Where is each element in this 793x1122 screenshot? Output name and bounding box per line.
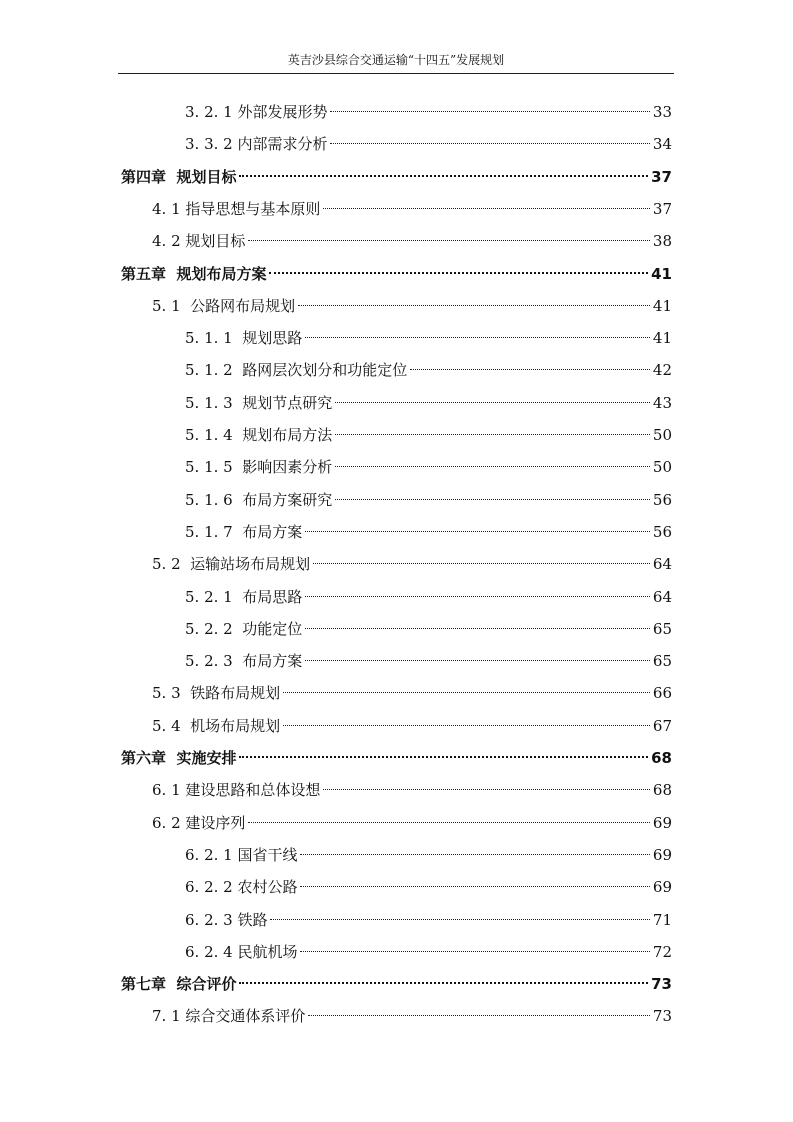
toc-entry-page: 65 <box>652 652 672 671</box>
toc-entry[interactable] <box>152 294 672 318</box>
toc-entry[interactable] <box>185 649 672 673</box>
toc-entry-label: 5. 1. 1 规划思路 <box>185 329 303 348</box>
toc-entry-page: 69 <box>652 845 672 864</box>
toc-entry[interactable] <box>152 811 672 835</box>
toc-entry-page: 41 <box>651 264 672 283</box>
toc-leader-dots <box>335 466 650 467</box>
toc-entry[interactable] <box>185 132 672 156</box>
toc-entry[interactable] <box>152 197 672 221</box>
toc-leader-dots <box>300 854 649 855</box>
toc-entry[interactable] <box>185 617 672 641</box>
toc-entry-page: 64 <box>652 555 672 574</box>
toc-entry-page: 68 <box>652 781 672 800</box>
toc-entry-label: 5. 1. 4 规划布局方法 <box>185 426 333 444</box>
toc-entry[interactable] <box>152 778 672 802</box>
toc-entry[interactable] <box>185 908 672 932</box>
toc-entry-page: 67 <box>652 716 672 735</box>
toc-leader-dots <box>239 175 648 177</box>
toc-entry-page: 68 <box>651 749 672 767</box>
toc-entry-page: 43 <box>652 393 672 412</box>
toc-entry-page: 41 <box>652 329 672 348</box>
toc-leader-dots <box>269 272 648 274</box>
toc-leader-dots <box>335 434 650 435</box>
toc-entry[interactable] <box>185 520 672 544</box>
toc-entry-page: 71 <box>652 910 672 929</box>
toc-entry-label: 5. 2 运输站场布局规划 <box>152 555 311 574</box>
toc-entry-page: 69 <box>652 878 672 897</box>
toc-entry-label: 第四章 规划目标 <box>121 167 237 186</box>
toc-entry[interactable] <box>185 488 672 512</box>
toc-entry-label: 5. 3 铁路布局规划 <box>152 684 281 703</box>
toc-entry-page: 34 <box>652 135 672 154</box>
toc-entry[interactable] <box>185 940 672 964</box>
toc-entry-label: 6. 1 建设思路和总体设想 <box>152 781 321 800</box>
toc-entry-label: 6. 2 建设序列 <box>152 813 246 832</box>
toc-entry-label: 5. 1 公路网布局规划 <box>152 296 296 315</box>
toc-entry[interactable] <box>185 391 672 415</box>
toc-entry-page: 72 <box>652 942 672 961</box>
toc-leader-dots <box>239 982 648 984</box>
toc-entry[interactable] <box>185 100 672 124</box>
toc-leader-dots <box>330 143 649 144</box>
toc-leader-dots <box>283 725 650 726</box>
toc-entry-page: 42 <box>652 361 672 380</box>
toc-chapter-entry[interactable] <box>121 165 672 189</box>
running-header: 英吉沙县综合交通运输“十四五”发展规划 <box>287 53 505 67</box>
toc-entry-label: 5. 1. 6 布局方案研究 <box>185 490 333 509</box>
toc-leader-dots <box>305 596 650 597</box>
toc-entry[interactable] <box>185 585 672 609</box>
header-rule <box>118 73 674 74</box>
toc-leader-dots <box>300 951 649 952</box>
toc-entry-label: 5. 1. 3 规划节点研究 <box>185 393 333 412</box>
toc-entry[interactable] <box>185 326 672 350</box>
toc-entry-page: 50 <box>652 426 672 444</box>
toc-entry-page: 56 <box>652 490 672 509</box>
toc-entry-label: 5. 4 机场布局规划 <box>152 716 281 735</box>
toc-leader-dots <box>305 660 650 661</box>
toc-leader-dots <box>335 499 650 500</box>
toc-entry-page: 38 <box>652 232 672 251</box>
toc-entry-page: 56 <box>652 522 672 541</box>
toc-entry[interactable] <box>152 681 672 705</box>
toc-entry-page: 64 <box>652 587 672 606</box>
toc-leader-dots <box>323 789 650 790</box>
toc-leader-dots <box>313 563 650 564</box>
toc-entry-label: 6. 2. 1 国省干线 <box>185 845 298 864</box>
toc-entry-page: 69 <box>652 813 672 832</box>
toc-entry-label: 3. 3. 2 内部需求分析 <box>185 135 328 154</box>
toc-entry-page: 73 <box>652 1007 672 1026</box>
toc-chapter-entry[interactable] <box>121 746 672 770</box>
toc-entry-label: 6. 2. 2 农村公路 <box>185 878 298 897</box>
toc-entry-page: 65 <box>652 619 672 638</box>
toc-leader-dots <box>300 886 649 887</box>
toc-entry-label: 第七章 综合评价 <box>121 975 237 994</box>
toc-entry-page: 66 <box>652 684 672 703</box>
toc-entry[interactable] <box>185 843 672 867</box>
toc-entry-page: 50 <box>652 458 672 477</box>
toc-entry-label: 第六章 实施安排 <box>121 749 237 767</box>
toc-entry-label: 第五章 规划布局方案 <box>121 264 267 283</box>
toc-entry-page: 73 <box>651 975 672 994</box>
toc-leader-dots <box>305 337 650 338</box>
toc-leader-dots <box>248 240 650 241</box>
toc-entry-page: 33 <box>652 103 672 121</box>
toc-leader-dots <box>248 822 650 823</box>
toc-entry-label: 7. 1 综合交通体系评价 <box>152 1007 306 1026</box>
toc-entry-label: 4. 1 指导思想与基本原则 <box>152 199 321 218</box>
toc-chapter-entry[interactable] <box>121 972 672 996</box>
toc-leader-dots <box>335 402 650 403</box>
toc-entry-label: 6. 2. 3 铁路 <box>185 910 268 929</box>
toc-leader-dots <box>330 111 649 112</box>
toc-entry[interactable] <box>152 552 672 576</box>
toc-leader-dots <box>239 756 648 758</box>
toc-leader-dots <box>323 208 650 209</box>
toc-leader-dots <box>283 692 650 693</box>
toc-entry-page: 41 <box>652 296 672 315</box>
toc-entry[interactable] <box>185 875 672 899</box>
toc-leader-dots <box>298 305 650 306</box>
toc-entry[interactable] <box>152 714 672 738</box>
toc-leader-dots <box>410 369 650 370</box>
toc-entry-label: 5. 2. 3 布局方案 <box>185 652 303 671</box>
toc-entry-label: 3. 2. 1 外部发展形势 <box>185 103 328 121</box>
toc-entry-label: 5. 2. 1 布局思路 <box>185 587 303 606</box>
toc-leader-dots <box>305 628 650 629</box>
toc-leader-dots <box>270 919 649 920</box>
toc-entry-page: 37 <box>651 167 672 186</box>
toc-entry-label: 5. 1. 5 影响因素分析 <box>185 458 333 477</box>
toc-leader-dots <box>305 531 650 532</box>
toc-leader-dots <box>308 1015 650 1016</box>
toc-entry-label: 5. 1. 2 路网层次划分和功能定位 <box>185 361 408 380</box>
toc-entry[interactable] <box>185 423 672 447</box>
toc-entry-page: 37 <box>652 199 672 218</box>
toc-entry[interactable] <box>185 455 672 479</box>
toc-entry[interactable] <box>152 229 672 253</box>
toc-chapter-entry[interactable] <box>121 262 672 286</box>
toc-entry-label: 5. 2. 2 功能定位 <box>185 619 303 638</box>
toc-entry-label: 5. 1. 7 布局方案 <box>185 522 303 541</box>
toc-entry[interactable] <box>152 1004 672 1028</box>
toc-entry-label: 6. 2. 4 民航机场 <box>185 942 298 961</box>
toc-entry[interactable] <box>185 358 672 382</box>
toc-entry-label: 4. 2 规划目标 <box>152 232 246 251</box>
